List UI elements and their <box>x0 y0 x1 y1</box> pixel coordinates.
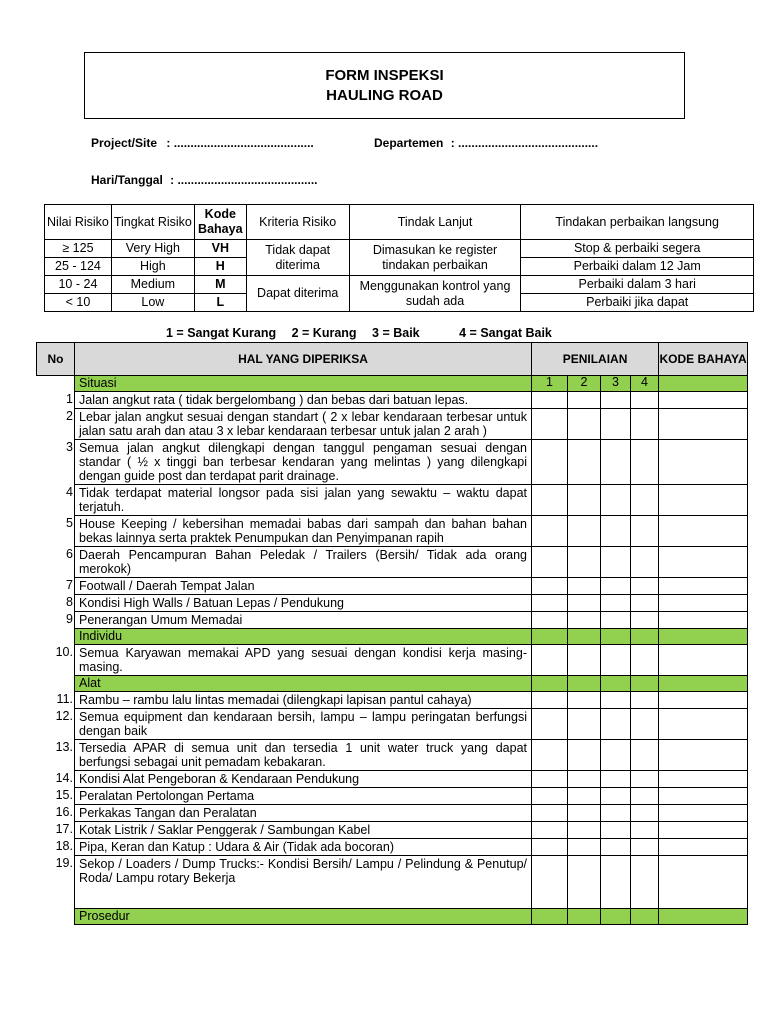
score-cell[interactable] <box>568 805 601 822</box>
department-value[interactable]: : .......................................... <box>450 136 599 150</box>
score-cell[interactable] <box>631 692 659 709</box>
inspection-item-row <box>37 645 748 676</box>
form-title-line2: HAULING ROAD <box>326 87 443 104</box>
score-cell[interactable] <box>601 692 631 709</box>
score-column-label: 1 <box>532 376 568 392</box>
item-number: 2 <box>66 408 73 423</box>
risk-header: Kode Bahaya <box>194 205 246 240</box>
inspection-item-row <box>37 692 748 709</box>
risk-nilai: 25 - 124 <box>45 258 112 276</box>
risk-header: Tindakan perbaikan langsung <box>521 205 754 240</box>
score-cell[interactable] <box>601 409 631 440</box>
score-column-label: 4 <box>631 376 659 392</box>
score-cell[interactable] <box>601 392 631 409</box>
kode-bahaya-cell[interactable] <box>659 856 748 909</box>
section-kode-cell <box>659 376 748 392</box>
risk-tindak-lanjut: Menggunakan kontrol yang sudah ada <box>349 276 521 312</box>
item-description: Daerah Pencampuran Bahan Peledak / Trailers (Bersih/ Tidak ada orang merokok) <box>75 547 532 578</box>
score-cell[interactable] <box>568 709 601 740</box>
risk-nilai: < 10 <box>45 294 112 312</box>
score-cell[interactable] <box>631 822 659 839</box>
score-cell[interactable] <box>631 485 659 516</box>
section-no-cell <box>37 629 75 645</box>
risk-tindak-lanjut: Dimasukan ke register tindakan perbaikan <box>349 240 521 276</box>
kode-bahaya-cell[interactable] <box>659 839 748 856</box>
kode-bahaya-cell[interactable] <box>659 805 748 822</box>
form-title-line1: FORM INSPEKSI <box>325 67 444 84</box>
item-number: 11. <box>56 691 73 706</box>
score-cell[interactable] <box>568 839 601 856</box>
score-cell[interactable] <box>601 547 631 578</box>
score-cell[interactable] <box>631 839 659 856</box>
risk-tindakan: Perbaiki dalam 12 Jam <box>521 258 754 276</box>
score-cell[interactable] <box>532 578 568 595</box>
score-cell[interactable] <box>568 485 601 516</box>
score-cell[interactable] <box>568 409 601 440</box>
score-cell[interactable] <box>601 788 631 805</box>
score-cell[interactable] <box>631 595 659 612</box>
item-number: 8 <box>66 594 73 609</box>
score-cell[interactable] <box>601 709 631 740</box>
item-description: Tidak terdapat material longsor pada sisi jalan yang sewaktu – waktu dapat terjatuh. <box>75 485 532 516</box>
form-title-box <box>84 52 685 119</box>
item-description: Kondisi High Walls / Batuan Lepas / Pendukung <box>75 595 532 612</box>
item-number: 3 <box>66 439 73 454</box>
section-kode-cell <box>659 676 748 692</box>
kode-bahaya-cell[interactable] <box>659 409 748 440</box>
risk-tingkat: Medium <box>111 276 194 294</box>
score-cell[interactable] <box>601 822 631 839</box>
item-description: Semua equipment dan kendaraan bersih, lampu – lampu peringatan berfungsi dengan baik <box>75 709 532 740</box>
score-cell[interactable] <box>568 440 601 485</box>
score-column-label <box>532 629 568 645</box>
section-label: Situasi <box>75 376 532 392</box>
score-cell[interactable] <box>631 709 659 740</box>
item-description: Semua jalan angkut dilengkapi dengan tanggul pengaman sesuai dengan standar ( ½ x tinggi ban terbesar kendaran yang melintas ) yang dilengkapi dengan guide post dan terdapat parit drainage. <box>75 440 532 485</box>
inspection-item-row <box>37 856 748 909</box>
inspection-item-row <box>37 709 748 740</box>
score-cell[interactable] <box>631 409 659 440</box>
date-field[interactable] <box>91 173 318 187</box>
score-column-label <box>631 676 659 692</box>
risk-kode: L <box>194 294 246 312</box>
item-description: Tersedia APAR di semua unit dan tersedia 1 unit water truck yang dapat berfungsi sebagai unit pemadam kebakaran. <box>75 740 532 771</box>
inspection-table <box>36 342 748 925</box>
inspection-item-row <box>37 805 748 822</box>
item-description: Penerangan Umum Memadai <box>75 612 532 629</box>
kode-bahaya-cell[interactable] <box>659 485 748 516</box>
score-cell[interactable] <box>631 740 659 771</box>
section-row <box>37 676 748 692</box>
score-cell[interactable] <box>568 788 601 805</box>
inspection-item-row <box>37 839 748 856</box>
inspection-item-row <box>37 440 748 485</box>
risk-tingkat: High <box>111 258 194 276</box>
score-cell[interactable] <box>631 578 659 595</box>
risk-kode: VH <box>194 240 246 258</box>
item-description: Peralatan Pertolongan Pertama <box>75 788 532 805</box>
section-row <box>37 909 748 925</box>
project-field[interactable] <box>91 136 314 150</box>
risk-tindakan: Perbaiki jika dapat <box>521 294 754 312</box>
score-cell[interactable] <box>568 516 601 547</box>
score-cell[interactable] <box>601 595 631 612</box>
score-cell[interactable] <box>568 547 601 578</box>
inspection-item-row <box>37 595 748 612</box>
inspection-item-row <box>37 516 748 547</box>
risk-header: Kriteria Risiko <box>246 205 349 240</box>
item-description: Footwall / Daerah Tempat Jalan <box>75 578 532 595</box>
kode-bahaya-cell[interactable] <box>659 578 748 595</box>
kode-bahaya-cell[interactable] <box>659 822 748 839</box>
kode-bahaya-cell[interactable] <box>659 440 748 485</box>
inspection-item-row <box>37 578 748 595</box>
score-cell[interactable] <box>532 740 568 771</box>
score-cell[interactable] <box>601 578 631 595</box>
item-description: Lebar jalan angkut sesuai dengan standart ( 2 x lebar kendaraan terbesar untuk jalan satu arah dan atau 3 x lebar kendaraan terbesar untuk jalan 2 arah ) <box>75 409 532 440</box>
item-number: 14. <box>55 770 73 785</box>
item-number: 19. <box>55 855 73 870</box>
risk-tindakan: Stop & perbaiki segera <box>521 240 754 258</box>
inspection-item-row <box>37 612 748 629</box>
score-cell[interactable] <box>601 516 631 547</box>
inspection-item-row <box>37 547 748 578</box>
header-kode-bahaya: KODE BAHAYA <box>659 343 748 376</box>
item-description: House Keeping / kebersihan memadai babas dari sampah dan bahan bahan bekas lainnya serta praktek Penumpukan dan Penyimpanan rapih <box>75 516 532 547</box>
risk-header: Tindak Lanjut <box>349 205 521 240</box>
item-number: 7 <box>66 577 73 592</box>
score-cell[interactable] <box>601 485 631 516</box>
risk-row <box>45 276 754 294</box>
header-no: No <box>37 343 75 376</box>
score-cell[interactable] <box>532 839 568 856</box>
score-cell[interactable] <box>532 612 568 629</box>
score-cell[interactable] <box>631 805 659 822</box>
item-number: 1 <box>66 391 73 406</box>
kode-bahaya-cell[interactable] <box>659 788 748 805</box>
item-number: 9 <box>66 611 73 626</box>
inspection-header-row <box>37 343 748 376</box>
score-column-label <box>631 629 659 645</box>
item-number: 6 <box>66 546 73 561</box>
section-row <box>37 376 748 392</box>
score-legend-item: 4 = Sangat Baik <box>459 326 552 340</box>
inspection-item-row <box>37 485 748 516</box>
risk-kode: H <box>194 258 246 276</box>
risk-matrix-table <box>44 204 754 312</box>
project-label: Project/Site <box>91 136 158 150</box>
score-cell[interactable] <box>631 612 659 629</box>
item-number: 5 <box>66 515 73 530</box>
score-cell[interactable] <box>601 645 631 676</box>
score-column-label <box>532 909 568 925</box>
section-no-cell <box>37 676 75 692</box>
score-cell[interactable] <box>568 392 601 409</box>
score-cell[interactable] <box>568 856 601 909</box>
item-number: 15. <box>55 787 73 802</box>
item-number: 12. <box>55 708 73 723</box>
score-cell[interactable] <box>568 740 601 771</box>
item-number: 18. <box>55 838 73 853</box>
kode-bahaya-cell[interactable] <box>659 392 748 409</box>
score-legend-item: 1 = Sangat Kurang <box>166 326 277 340</box>
department-label: Departemen <box>374 136 444 150</box>
score-cell[interactable] <box>532 516 568 547</box>
section-label: Individu <box>75 629 532 645</box>
risk-kode: M <box>194 276 246 294</box>
kode-bahaya-cell[interactable] <box>659 516 748 547</box>
item-description: Jalan angkut rata ( tidak bergelombang ) dan bebas dari batuan lepas. <box>75 392 532 409</box>
inspection-item-row <box>37 788 748 805</box>
score-cell[interactable] <box>568 612 601 629</box>
kode-bahaya-cell[interactable] <box>659 771 748 788</box>
risk-row <box>45 240 754 258</box>
score-cell[interactable] <box>601 740 631 771</box>
score-legend <box>166 326 564 340</box>
item-description: Sekop / Loaders / Dump Trucks:- Kondisi Bersih/ Lampu / Pelindung & Penutup/ Roda/ Lampu rotary Bekerja <box>75 856 532 909</box>
score-legend-item: 3 = Baik <box>372 326 420 340</box>
item-description: Rambu – rambu lalu lintas memadai (dilengkapi lapisan pantul cahaya) <box>75 692 532 709</box>
section-kode-cell <box>659 909 748 925</box>
kode-bahaya-cell[interactable] <box>659 612 748 629</box>
score-cell[interactable] <box>532 645 568 676</box>
risk-nilai: ≥ 125 <box>45 240 112 258</box>
score-column-label: 2 <box>568 376 601 392</box>
item-number: 16. <box>55 804 73 819</box>
inspection-item-row <box>37 409 748 440</box>
section-no-cell <box>37 376 75 392</box>
score-cell[interactable] <box>532 547 568 578</box>
project-value[interactable]: : .......................................... <box>166 136 314 150</box>
score-cell[interactable] <box>568 692 601 709</box>
score-cell[interactable] <box>568 822 601 839</box>
score-cell[interactable] <box>631 645 659 676</box>
section-row <box>37 629 748 645</box>
score-cell[interactable] <box>631 856 659 909</box>
header-penilaian: PENILAIAN <box>532 343 659 376</box>
score-cell[interactable] <box>601 856 631 909</box>
inspection-item-row <box>37 392 748 409</box>
item-description: Perkakas Tangan dan Peralatan <box>75 805 532 822</box>
item-number: 17. <box>55 821 73 836</box>
score-cell[interactable] <box>532 595 568 612</box>
risk-nilai: 10 - 24 <box>45 276 112 294</box>
score-cell[interactable] <box>631 788 659 805</box>
kode-bahaya-cell[interactable] <box>659 740 748 771</box>
section-no-cell <box>37 909 75 925</box>
score-cell[interactable] <box>532 771 568 788</box>
score-cell[interactable] <box>532 692 568 709</box>
score-column-label <box>568 629 601 645</box>
inspection-item-row <box>37 740 748 771</box>
score-cell[interactable] <box>532 856 568 909</box>
inspection-item-row <box>37 822 748 839</box>
date-label: Hari/Tanggal <box>91 173 163 187</box>
score-cell[interactable] <box>631 516 659 547</box>
risk-header: Nilai Risiko <box>45 205 112 240</box>
score-cell[interactable] <box>601 805 631 822</box>
score-column-label <box>601 629 631 645</box>
score-cell[interactable] <box>568 578 601 595</box>
header-hal: HAL YANG DIPERIKSA <box>75 343 532 376</box>
score-column-label <box>532 676 568 692</box>
date-value[interactable]: : .......................................... <box>170 173 318 187</box>
score-cell[interactable] <box>532 822 568 839</box>
risk-tingkat: Very High <box>111 240 194 258</box>
item-description: Semua Karyawan memakai APD yang sesuai dengan kondisi kerja masing-masing. <box>75 645 532 676</box>
section-kode-cell <box>659 629 748 645</box>
item-number: 10. <box>55 644 73 659</box>
score-column-label <box>601 909 631 925</box>
kode-bahaya-cell[interactable] <box>659 595 748 612</box>
score-column-label <box>631 909 659 925</box>
score-cell[interactable] <box>631 440 659 485</box>
score-cell[interactable] <box>568 595 601 612</box>
score-cell[interactable] <box>532 805 568 822</box>
risk-tindakan: Perbaiki dalam 3 hari <box>521 276 754 294</box>
kode-bahaya-cell[interactable] <box>659 645 748 676</box>
item-number: 13. <box>55 739 73 754</box>
score-cell[interactable] <box>532 440 568 485</box>
score-column-label <box>568 909 601 925</box>
section-label: Prosedur <box>75 909 532 925</box>
score-cell[interactable] <box>532 485 568 516</box>
score-cell[interactable] <box>631 771 659 788</box>
risk-header: Tingkat Risiko <box>111 205 194 240</box>
item-description: Kondisi Alat Pengeboran & Kendaraan Pendukung <box>75 771 532 788</box>
inspection-item-row <box>37 771 748 788</box>
score-cell[interactable] <box>532 788 568 805</box>
score-cell[interactable] <box>532 392 568 409</box>
score-cell[interactable] <box>532 709 568 740</box>
item-description: Pipa, Keran dan Katup : Udara & Air (Tidak ada bocoran) <box>75 839 532 856</box>
score-cell[interactable] <box>631 392 659 409</box>
score-cell[interactable] <box>601 839 631 856</box>
item-number: 4 <box>66 484 73 499</box>
section-label: Alat <box>75 676 532 692</box>
score-legend-item: 2 = Kurang <box>291 326 357 340</box>
score-column-label <box>568 676 601 692</box>
score-cell[interactable] <box>631 547 659 578</box>
risk-tingkat: Low <box>111 294 194 312</box>
department-field[interactable] <box>374 136 598 150</box>
score-cell[interactable] <box>601 771 631 788</box>
risk-kriteria: Dapat diterima <box>246 276 349 312</box>
risk-kriteria: Tidak dapat diterima <box>246 240 349 276</box>
score-cell[interactable] <box>568 771 601 788</box>
kode-bahaya-cell[interactable] <box>659 709 748 740</box>
score-column-label <box>601 676 631 692</box>
score-column-label: 3 <box>601 376 631 392</box>
score-cell[interactable] <box>601 440 631 485</box>
risk-header-row <box>45 205 754 240</box>
kode-bahaya-cell[interactable] <box>659 692 748 709</box>
score-cell[interactable] <box>532 409 568 440</box>
item-description: Kotak Listrik / Saklar Penggerak / Sambungan Kabel <box>75 822 532 839</box>
kode-bahaya-cell[interactable] <box>659 547 748 578</box>
score-cell[interactable] <box>601 612 631 629</box>
score-cell[interactable] <box>568 645 601 676</box>
